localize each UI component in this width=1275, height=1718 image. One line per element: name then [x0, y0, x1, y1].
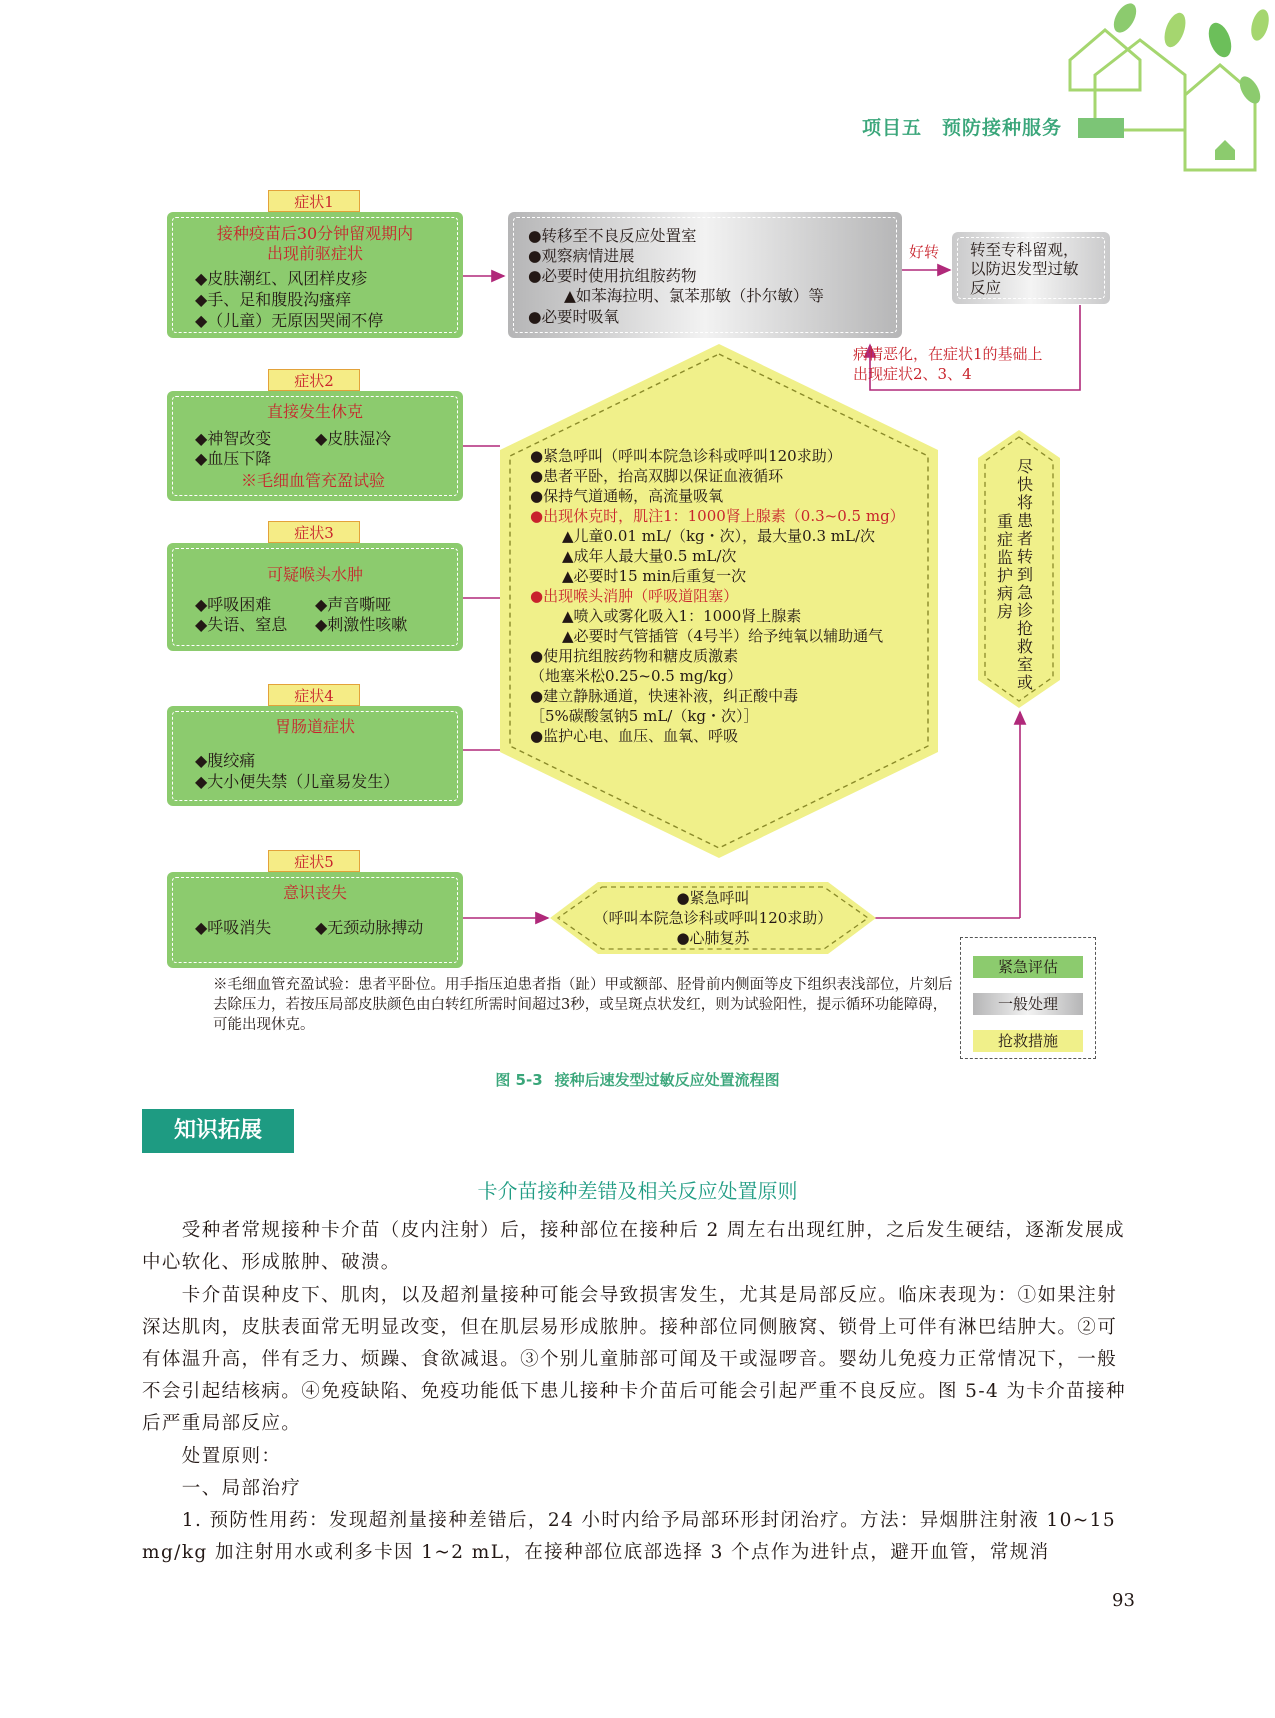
symptom-2-item2: ◆皮肤湿冷 — [315, 429, 392, 448]
general-line2: ●观察病情进展 — [528, 247, 635, 265]
hex-line6: ▲成年人最大量0.5 mL/次 — [562, 547, 737, 565]
symptom-3-box — [167, 543, 463, 651]
cpr-line3: ●心肺复苏 — [676, 929, 750, 947]
transfer-line3: 反应 — [970, 279, 1002, 297]
page-number: 93 — [1112, 1590, 1135, 1611]
symptom-1-line2: ◆手、足和腹股沟瘙痒 — [195, 290, 352, 309]
legend-general-treatment: 一般处理 — [973, 993, 1083, 1015]
legend-rescue-measures: 抢救措施 — [973, 1030, 1083, 1052]
symptom-2-box — [167, 391, 463, 501]
hex-line7: ▲必要时15 min后重复一次 — [562, 567, 747, 585]
symptom-3-title: 可疑喉头水肿 — [266, 565, 363, 584]
general-line5: ●必要时吸氧 — [528, 308, 620, 326]
hex-line11: ●使用抗组胺药物和糖皮质激素 — [530, 647, 739, 665]
general-line1: ●转移至不良反应处置室 — [528, 227, 697, 245]
hex-line8: ●出现喉头消肿（呼吸道阻塞） — [530, 587, 739, 605]
general-treatment-box — [508, 212, 902, 338]
transfer-line2: 以防迟发型过敏 — [970, 260, 1079, 278]
symptom-2-item3: ◆血压下降 — [195, 449, 272, 468]
symptom-4-line1: ◆腹绞痛 — [195, 751, 256, 770]
symptom-5-title: 意识丧失 — [282, 883, 347, 902]
symptom-1-box — [167, 212, 463, 338]
hex-line10: ▲必要时气管插管（4号半）给予纯氧以辅助通气 — [562, 627, 884, 645]
symptom-3-item4: ◆刺激性咳嗽 — [315, 615, 408, 634]
symptom-1-line3: ◆（儿童）无原因哭闹不停 — [195, 311, 384, 330]
symptom-4-title: 胃肠道症状 — [274, 717, 355, 736]
symptom-2-note: ※毛细血管充盈试验 — [241, 471, 386, 490]
paragraph-3: 处置原则： — [142, 1446, 282, 1467]
page-header-title: 项目五 预防接种服务 — [862, 117, 1063, 139]
hex-line4: ●出现休克时，肌注1：1000肾上腺素（0.3~0.5 mg） — [530, 507, 905, 525]
symptom-5-item1: ◆呼吸消失 — [195, 918, 272, 937]
paragraph-1: 受种者常规接种卡介苗（皮内注射）后，接种部位在接种后 2 周左右出现红肿，之后发生硬结，逐渐发展成中心软化、形成脓肿、破溃。 — [142, 1220, 1125, 1273]
symptom-1-title-line2: 出现前驱症状 — [266, 244, 363, 263]
symptom-3-tag: 症状3 — [268, 521, 360, 543]
hex-line9: ▲喷入或雾化吸入1：1000肾上腺素 — [562, 607, 802, 625]
general-line3: ●必要时使用抗组胺药物 — [528, 267, 697, 285]
transfer-line1: 转至专科留观， — [970, 241, 1079, 259]
hex-line5: ▲儿童0.01 mL/（kg・次），最大量0.3 mL/次 — [562, 527, 875, 545]
legend-emergency-assessment: 紧急评估 — [973, 956, 1083, 978]
symptom-4-tag: 症状4 — [268, 684, 360, 706]
hex-line2: ●患者平卧，抬高双脚以保证血液循环 — [530, 467, 784, 485]
symptom-4-line2: ◆大小便失禁（儿童易发生） — [195, 772, 400, 791]
symptom-1-tag: 症状1 — [268, 190, 360, 212]
section-title: 卡介苗接种差错及相关反应处置原则 — [477, 1179, 798, 1203]
legend — [960, 937, 1096, 1059]
symptom-3-item2: ◆声音嘶哑 — [315, 595, 392, 614]
symptom-5-box — [167, 872, 463, 968]
paragraph-5: 1. 预防性用药：发现超剂量接种差错后，24 小时内给予局部环形封闭治疗。方法：异烟肼注射液 10~15 mg/kg 加注射用水或利多卡因 1~2 mL，在接种部位底部选择 3 个点作为进针点，避开血管，常规消 — [142, 1510, 1117, 1563]
symptom-5-item2: ◆无颈动脉搏动 — [315, 918, 424, 937]
worsen-label-line1: 病情恶化，在症状1的基础上 — [853, 345, 1043, 363]
cpr-line2: （呼叫本院急诊科或呼叫120求助） — [593, 909, 833, 927]
paragraph-4: 一、局部治疗 — [142, 1478, 302, 1499]
figure-caption — [0, 1069, 1275, 1090]
icu-text-col1: 尽快将患者转到急诊抢救室或 — [1016, 457, 1033, 692]
symptom-1-line1: ◆皮肤潮红、风团样皮疹 — [195, 269, 368, 288]
paragraph-2: 卡介苗误种皮下、肌肉，以及超剂量接种可能会导致损害发生，尤其是局部反应。临床表现为：①如果注射深达肌肉，皮肤表面常无明显改变，但在肌层易形成脓肿。接种部位同侧腋窝、锁骨上可伴有淋巴结肿大。②可有体温升高，伴有乏力、烦躁、食欲减退。③个别儿童肺部可闻及干或湿啰音。婴幼儿免疫力正常情况下，一般不会引起结核病。④免疫缺陷、免疫功能低下患儿接种卡介苗后可能会引起严重不良反应。图 5-4 为卡介苗接种后严重局部反应。 — [142, 1285, 1126, 1434]
figure-number: 图 5-3 — [495, 1071, 543, 1089]
icu-text-col2: 重症监护病房 — [996, 512, 1013, 621]
hex-line14: ［5%碳酸氢钠5 mL/（kg・次）］ — [530, 707, 759, 725]
figure-title: 接种后速发型过敏反应处置流程图 — [554, 1071, 780, 1089]
cpr-line1: ●紧急呼叫 — [676, 889, 750, 907]
symptom-3-item1: ◆呼吸困难 — [195, 595, 272, 614]
symptom-2-item1: ◆神智改变 — [195, 429, 272, 448]
worsen-label-line2: 出现症状2、3、4 — [853, 365, 972, 383]
hex-line3: ●保持气道通畅，高流量吸氧 — [530, 487, 724, 505]
symptom-3-item3: ◆失语、窒息 — [195, 615, 288, 634]
general-line4: ▲如苯海拉明、氯苯那敏（扑尔敏）等 — [564, 287, 824, 305]
transfer-box — [952, 232, 1110, 304]
symptom-5-tag: 症状5 — [268, 850, 360, 872]
hex-line13: ●建立静脉通道，快速补液，纠正酸中毒 — [530, 687, 799, 705]
hex-line1: ●紧急呼叫（呼叫本院急诊科或呼叫120求助） — [530, 447, 842, 465]
symptom-1-title-line1: 接种疫苗后30分钟留观期内 — [216, 224, 414, 243]
hex-line15: ●监护心电、血压、血氧、呼吸 — [530, 727, 739, 745]
improve-label: 好转 — [909, 243, 940, 261]
symptom-2-title: 直接发生休克 — [266, 402, 363, 421]
symptom-2-tag: 症状2 — [268, 369, 360, 391]
knowledge-banner-text: 知识拓展 — [173, 1118, 262, 1143]
capillary-test-footnote: ※毛细血管充盈试验：患者平卧位。用手指压迫患者指（趾）甲或额部、胫骨前内侧面等皮下组织表浅部位，片刻后去除压力，若按压局部皮肤颜色由白转红所需时间超过3秒，或呈斑点状发红，则为试验阳性，提示循环功能障碍，可能出现休克。 — [213, 977, 953, 1033]
hex-line12: （地塞米松0.25~0.5 mg/kg） — [530, 667, 743, 685]
symptom-4-box — [167, 706, 463, 806]
